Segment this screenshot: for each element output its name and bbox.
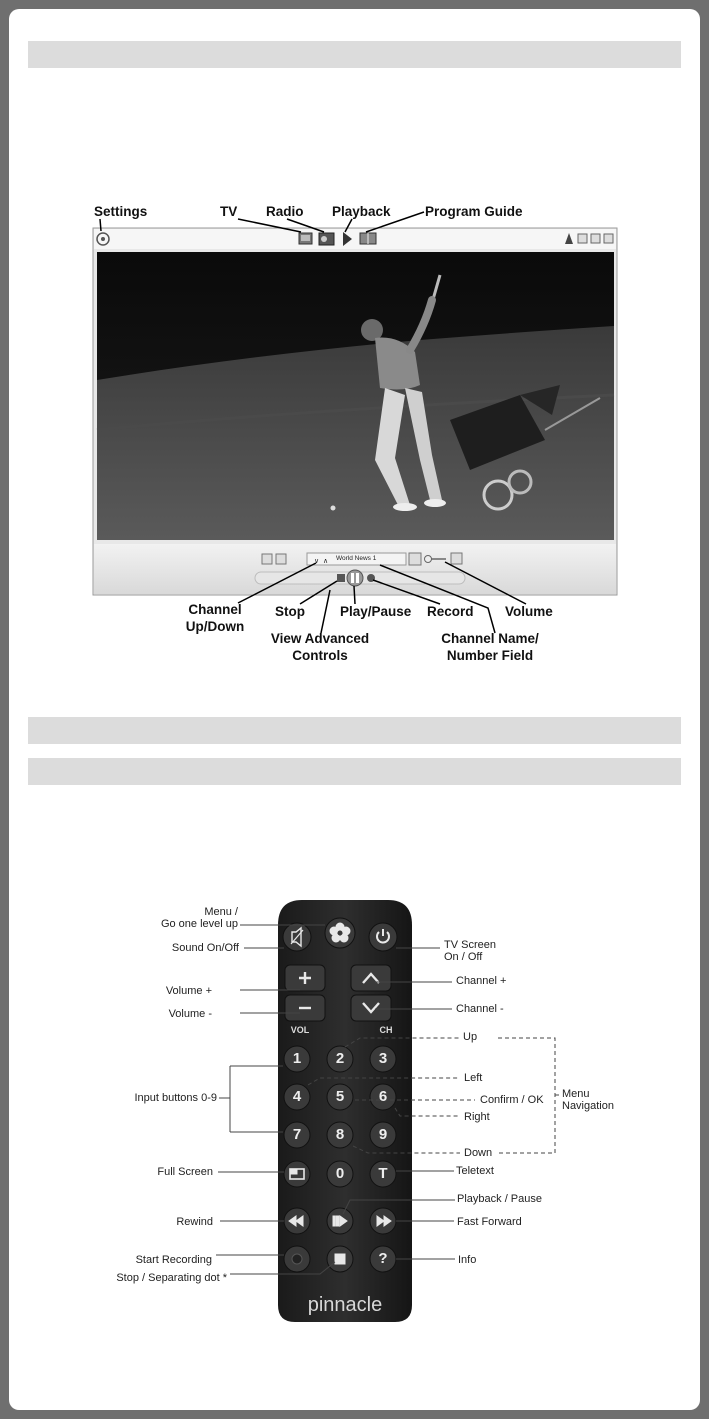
digit-2-text: 2 [335, 1050, 345, 1067]
label-channel-minus: Channel - [456, 1003, 504, 1015]
label-input-buttons: Input buttons 0-9 [134, 1092, 217, 1104]
label-playback-pause: Playback / Pause [457, 1193, 542, 1205]
power-button[interactable] [369, 923, 397, 951]
label-start-recording: Start Recording [135, 1254, 212, 1266]
label-menu-line2: Go one level up [160, 918, 238, 930]
digit-8-text: 8 [335, 1126, 345, 1143]
label-record: Record [427, 604, 474, 619]
label-menu-line1: Menu / [204, 906, 238, 918]
teletext-text: T [378, 1165, 388, 1182]
label-volume: Volume [505, 604, 553, 619]
label-tv: TV [220, 204, 238, 219]
digit-3-text: 3 [378, 1050, 388, 1067]
label-radio: Radio [266, 204, 304, 219]
remote-brand-logo: pinnacle [307, 1294, 383, 1316]
label-volume-plus: Volume + [165, 985, 212, 997]
label-tv-screen-line2: On / Off [444, 951, 483, 963]
label-view-advanced-line2: Controls [292, 648, 348, 663]
label-down: Down [464, 1147, 493, 1159]
label-teletext: Teletext [456, 1165, 494, 1177]
label-settings: Settings [94, 204, 148, 219]
label-rewind: Rewind [176, 1216, 213, 1228]
channel-plus-button[interactable] [351, 965, 391, 991]
label-menu-navigation-line2: Navigation [562, 1100, 614, 1112]
ch-label: CH [379, 1025, 393, 1035]
vol-label: VOL [290, 1025, 310, 1035]
channel-up-glyph[interactable]: ∧ [323, 558, 329, 565]
label-channel-plus: Channel + [456, 975, 507, 987]
digit-0-text: 0 [335, 1165, 345, 1182]
label-fast-forward: Fast Forward [457, 1216, 522, 1228]
label-right: Right [464, 1111, 490, 1123]
label-channel-name-line1: Channel Name/ [441, 631, 539, 646]
digit-4-text: 4 [292, 1088, 302, 1105]
label-channel-updown-line1: Channel [188, 602, 242, 617]
digit-9-text: 9 [378, 1126, 388, 1143]
digit-6-text: 6 [378, 1088, 388, 1105]
label-channel-name-line2: Number Field [446, 648, 534, 663]
label-tv-screen-line1: TV Screen [444, 939, 496, 951]
label-confirm-ok: Confirm / OK [480, 1094, 544, 1106]
digit-5-text: 5 [335, 1088, 345, 1105]
label-info: Info [458, 1254, 477, 1266]
record-dot-icon [292, 1254, 302, 1264]
label-stop-separating-dot: Stop / Separating dot * [116, 1272, 227, 1284]
stop-square-icon [335, 1254, 345, 1264]
label-sound: Sound On/Off [171, 942, 239, 954]
label-stop: Stop [275, 604, 305, 619]
digit-1-text: 1 [292, 1050, 302, 1067]
channel-minus-button[interactable] [351, 995, 391, 1021]
label-left: Left [464, 1072, 483, 1084]
label-playback: Playback [332, 204, 391, 219]
label-program-guide: Program Guide [425, 204, 523, 219]
channel-down-glyph[interactable]: ∨ [314, 558, 320, 565]
label-play-pause: Play/Pause [340, 604, 412, 619]
label-menu-navigation-line1: Menu [562, 1088, 590, 1100]
digit-7-text: 7 [292, 1126, 302, 1143]
info-text: ? [378, 1250, 388, 1267]
channel-name-field[interactable]: World News 1 [336, 555, 377, 562]
label-view-advanced-line1: View Advanced [270, 631, 370, 646]
label-up: Up [463, 1031, 478, 1043]
label-channel-updown-line2: Up/Down [185, 619, 245, 634]
label-full-screen: Full Screen [157, 1166, 213, 1178]
label-volume-minus: Volume - [168, 1008, 212, 1020]
